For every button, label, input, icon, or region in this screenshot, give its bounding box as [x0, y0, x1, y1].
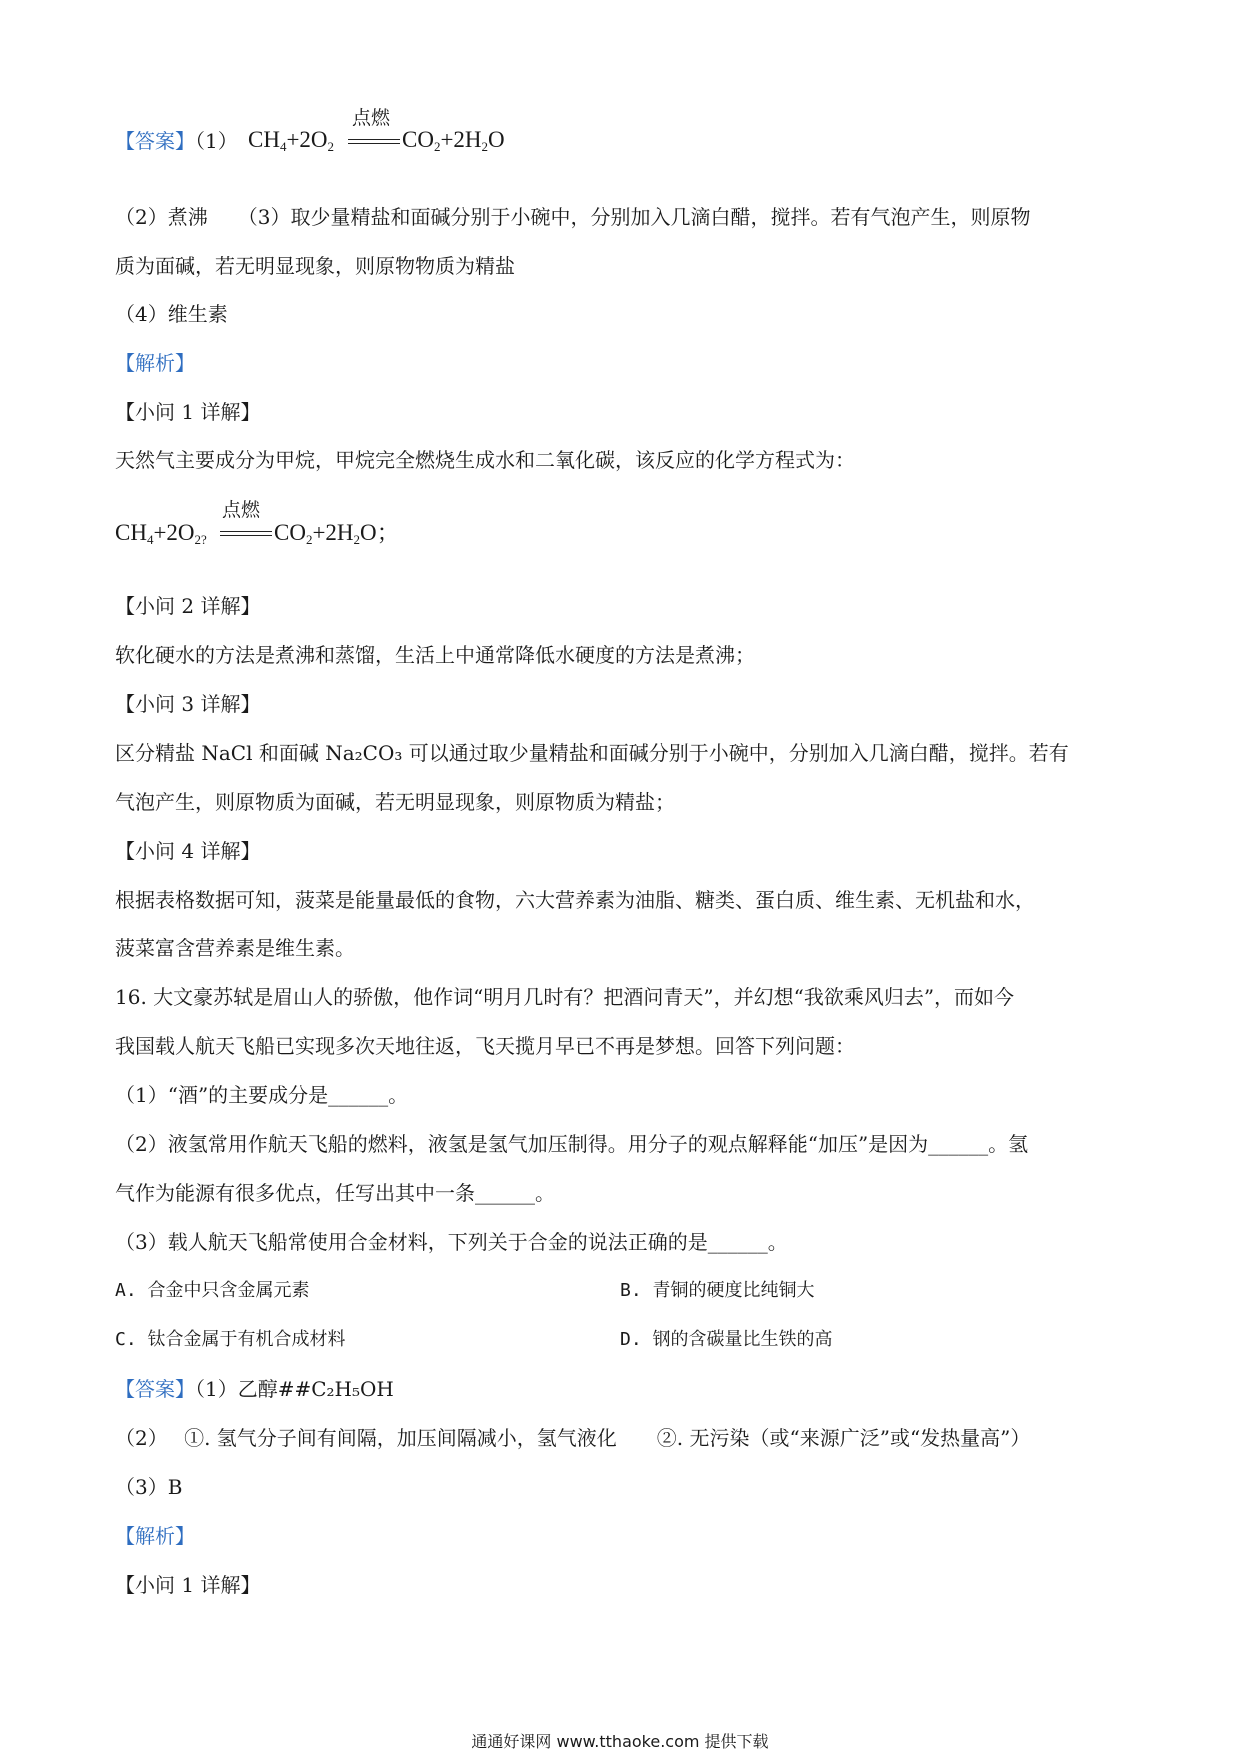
- subquestion-3-text-2: 气泡产生，则原物质为面碱，若无明显现象，则原物质为精盐；: [115, 790, 675, 814]
- equation-1-rhs: $CO_2+2H_2O$: [402, 127, 505, 154]
- answer-2-label: 【答案】: [115, 1377, 195, 1401]
- answer-line-1: [115, 128, 238, 154]
- answer-2-line-1: [115, 1376, 394, 1402]
- subquestion-2-heading: 【小问 2 详解】: [115, 594, 261, 618]
- subquestion-2-text: 软化硬水的方法是煮沸和蒸馏，生活上中通常降低水硬度的方法是煮沸；: [115, 643, 755, 667]
- option-d: D. 钢的含碳量比生铁的高: [620, 1329, 833, 1350]
- subquestion-1-text: 天然气主要成分为甲烷，甲烷完全燃烧生成水和二氧化碳，该反应的化学方程式为：: [115, 448, 855, 472]
- subquestion-4-heading: 【小问 4 详解】: [115, 839, 261, 863]
- subquestion-1b-heading: 【小问 1 详解】: [115, 1573, 261, 1597]
- option-a: A. 合金中只含金属元素: [115, 1280, 310, 1301]
- question-16-part-3: （3）载人航天飞船常使用合金材料，下列关于合金的说法正确的是______。: [115, 1230, 788, 1254]
- question-16-line-1: 16. 大文豪苏轼是眉山人的骄傲，他作词“明月几时有？把酒问青天”，并幻想“我欲乘风归去”，而如今: [115, 985, 1015, 1009]
- answer-2-part-2: （2） ①. 氢气分子间有间隔，加压间隔减小，氢气液化 ②. 无污染（或“来源广泛”或“发热量高”）: [115, 1426, 1031, 1450]
- option-c: C. 钛合金属于有机合成材料: [115, 1329, 346, 1350]
- page-footer: 通通好课网 www.tthaoke.com 提供下载: [471, 1732, 769, 1751]
- answer-line-2: （2）煮沸 （3）取少量精盐和面碱分别于小碗中，分别加入几滴白醋，搅拌。若有气泡产生，则原物: [115, 205, 1031, 229]
- question-16-part-2b: 气作为能源有很多优点，任写出其中一条______。: [115, 1181, 555, 1205]
- option-b: B. 青铜的硬度比纯铜大: [620, 1280, 815, 1301]
- subquestion-1-heading: 【小问 1 详解】: [115, 400, 261, 424]
- question-16-line-2: 我国载人航天飞船已实现多次天地往返，飞天揽月早已不再是梦想。回答下列问题：: [115, 1034, 855, 1058]
- equation-2-rhs: $CO_2+2H_2O$；: [274, 520, 400, 547]
- answer-2-part-3: （3）B: [115, 1475, 183, 1499]
- question-16-part-2a: （2）液氢常用作航天飞船的燃料，液氢是氢气加压制得。用分子的观点解释能“加压”是因为______。氢: [115, 1132, 1029, 1156]
- subquestion-4-text-2: 菠菜富含营养素是维生素。: [115, 936, 355, 960]
- question-16-part-1: （1）“酒”的主要成分是______。: [115, 1083, 409, 1107]
- analysis-2-label: 【解析】: [115, 1524, 195, 1548]
- equation-2-condition: 点燃: [222, 499, 261, 521]
- subquestion-3-text-1: 区分精盐 NaCl 和面碱 Na₂CO₃ 可以通过取少量精盐和面碱分别于小碗中，分别加入几滴白醋，搅拌。若有: [115, 741, 1069, 765]
- equation-1-condition: 点燃: [352, 107, 391, 129]
- equation-2-double-line: [220, 531, 272, 536]
- subquestion-3-heading: 【小问 3 详解】: [115, 692, 261, 716]
- answer-line-4: （4）维生素: [115, 302, 228, 326]
- subquestion-4-text-1: 根据表格数据可知，菠菜是能量最低的食物，六大营养素为油脂、糖类、蛋白质、维生素、无机盐和水，: [115, 888, 1035, 912]
- equation-2-lhs: $CH_4+2O_{2?}$: [115, 520, 207, 547]
- equation-1-double-line: [348, 139, 400, 144]
- equation-1-lhs: $CH_4+2O_2$: [248, 127, 335, 154]
- answer-line-3: 质为面碱，若无明显现象，则原物物质为精盐: [115, 254, 515, 278]
- analysis-label: 【解析】: [115, 351, 195, 375]
- answer-label: 【答案】: [115, 129, 195, 153]
- answer-number: （1）: [195, 129, 238, 153]
- answer-2-part-1: （1）乙醇##C₂H₅OH: [195, 1377, 394, 1401]
